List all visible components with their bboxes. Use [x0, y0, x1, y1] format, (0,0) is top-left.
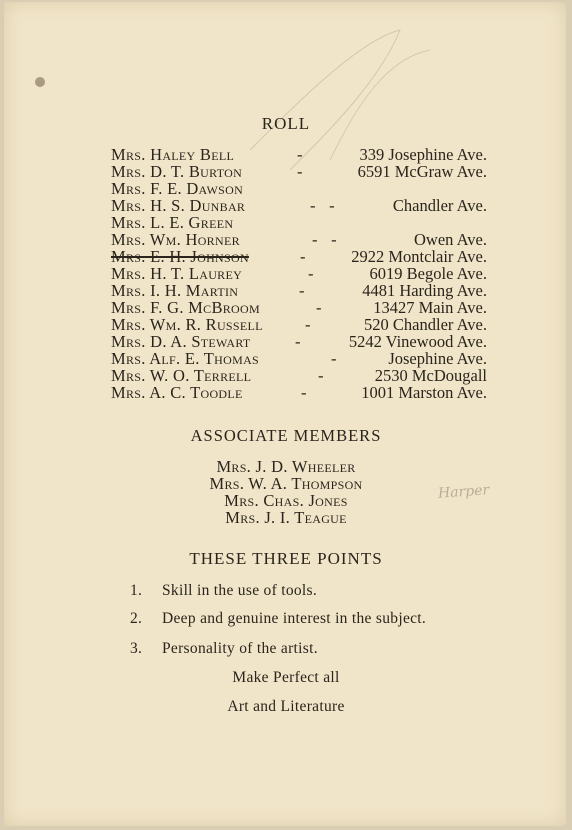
member-name: Mrs. Wm. R. Russell — [111, 315, 263, 334]
separator: - — [331, 349, 337, 368]
member-name: Mrs. I. H. Martin — [111, 281, 239, 300]
closing-line: Art and Literature — [227, 698, 345, 715]
point-number: 2. — [130, 610, 143, 627]
member-name: Mrs. F. E. Dawson — [111, 179, 244, 198]
member-address: 13427 Main Ave. — [373, 298, 487, 317]
roll-row — [111, 146, 487, 163]
member-name: Mrs. Wm. Horner — [111, 230, 240, 249]
member-address: 1001 Marston Ave. — [361, 383, 487, 402]
member-name: Mrs. D. T. Burton — [111, 162, 243, 181]
separator: - — [300, 247, 306, 266]
closing-line: Make Perfect all — [232, 669, 340, 686]
member-name: Mrs. D. A. Stewart — [111, 332, 251, 351]
roll-row — [111, 231, 487, 248]
roll-row — [111, 214, 487, 231]
separator: - — [295, 332, 301, 351]
member-name: Mrs. Alf. E. Thomas — [111, 349, 260, 368]
member-address: Chandler Ave. — [392, 196, 487, 215]
separator: - — [297, 162, 303, 181]
roll-row — [111, 197, 487, 214]
member-address: 6591 McGraw Ave. — [357, 162, 487, 181]
member-address: 4481 Harding Ave. — [362, 281, 487, 300]
roll-row — [111, 299, 487, 316]
separator: - — [308, 264, 314, 283]
member-address: 6019 Begole Ave. — [369, 264, 487, 283]
member-name: Mrs. F. G. McBroom — [111, 298, 260, 317]
member-name: Mrs. Haley Bell — [111, 145, 235, 164]
member-address: Josephine Ave. — [388, 349, 487, 368]
member-name: Mrs. A. C. Toodle — [111, 383, 243, 402]
member-name: Mrs. W. O. Terrell — [111, 366, 252, 385]
member-address: 520 Chandler Ave. — [364, 315, 487, 334]
roll-row — [111, 384, 487, 401]
associate-member: Mrs. J. I. Teague — [225, 508, 347, 527]
member-name: Mrs. H. T. Laurey — [111, 264, 243, 283]
separator: - — [297, 145, 303, 164]
roll-row — [111, 163, 487, 180]
roll-title: ROLL — [261, 114, 311, 133]
separator: - — [318, 366, 324, 385]
member-name: Mrs. E. H. Johnson — [111, 247, 249, 266]
point-text: Skill in the use of tools. — [162, 582, 318, 599]
separator: - - — [312, 230, 337, 249]
point-number: 3. — [130, 640, 143, 657]
roll-row — [111, 282, 487, 299]
member-address: 2530 McDougall — [374, 366, 487, 385]
member-address: 339 Josephine Ave. — [359, 145, 487, 164]
point-item — [130, 610, 426, 628]
point-text: Personality of the artist. — [162, 640, 318, 657]
member-name: Mrs. H. S. Dunbar — [111, 196, 246, 215]
roll-row — [111, 316, 487, 333]
separator: - — [316, 298, 322, 317]
point-item — [130, 582, 317, 600]
member-address: 5242 Vinewood Ave. — [348, 332, 487, 351]
separator: - — [301, 383, 307, 402]
member-name: Mrs. L. E. Green — [111, 213, 234, 232]
associate-members-title: ASSOCIATE MEMBERS — [190, 426, 382, 445]
roll-row — [111, 333, 487, 350]
points-title: THESE THREE POINTS — [189, 549, 383, 568]
member-address: 2922 Montclair Ave. — [351, 247, 487, 266]
member-address: Owen Ave. — [413, 230, 487, 249]
point-text: Deep and genuine interest in the subject. — [162, 610, 427, 627]
separator: - - — [310, 196, 335, 215]
point-number: 1. — [130, 582, 143, 599]
roll-row — [111, 367, 487, 384]
separator: - — [305, 315, 311, 334]
point-item — [130, 640, 318, 658]
separator: - — [299, 281, 305, 300]
handwritten-note: Harper — [437, 482, 490, 502]
associate-member: Mrs. Chas. Jones — [224, 491, 348, 510]
associate-member: Mrs. W. A. Thompson — [209, 474, 363, 493]
roll-row — [111, 180, 487, 197]
roll-row — [111, 265, 487, 282]
roll-row — [111, 350, 487, 367]
roll-row — [111, 248, 487, 265]
associate-member: Mrs. J. D. Wheeler — [216, 457, 356, 476]
